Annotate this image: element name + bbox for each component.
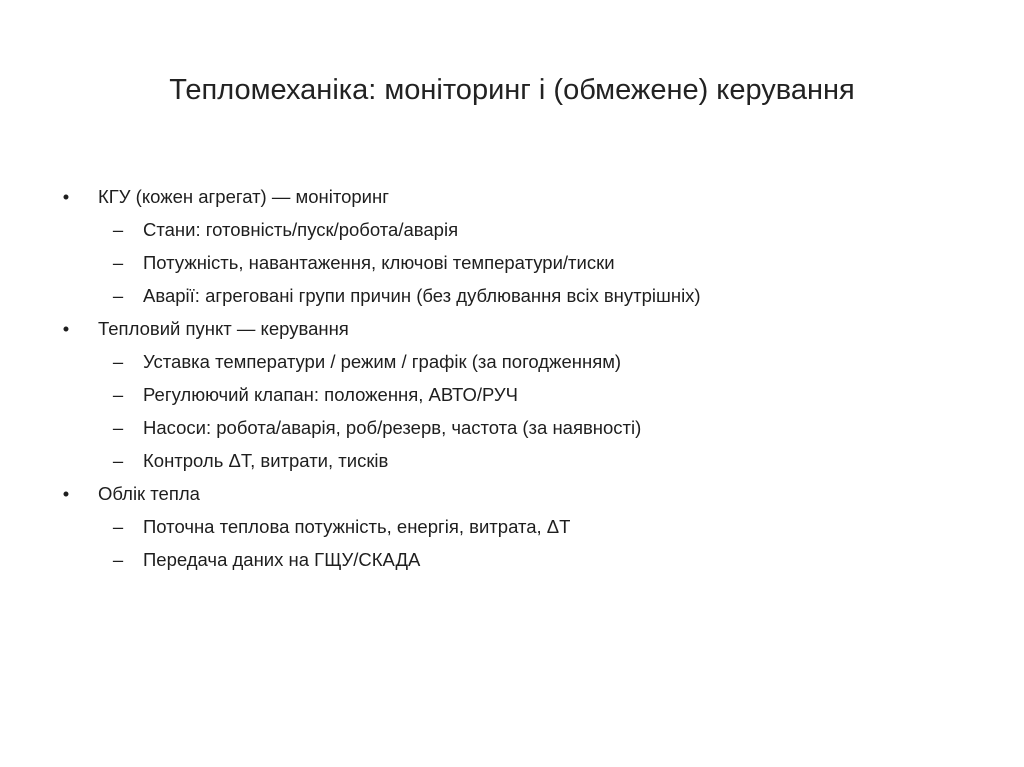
bullet-text: Тепловий пункт — керування bbox=[98, 318, 349, 339]
sub-bullet-marker: – bbox=[112, 516, 124, 537]
sub-bullet-text: Передача даних на ГЩУ/СКАДА bbox=[143, 549, 421, 570]
sub-bullet-marker: – bbox=[112, 450, 124, 471]
slide-title: Тепломеханіка: моніторинг і (обмежене) керування bbox=[169, 74, 855, 106]
bullet-text: Облік тепла bbox=[98, 483, 200, 504]
sub-bullet-text: Насоси: робота/аварія, роб/резерв, частота (за наявності) bbox=[143, 417, 642, 438]
sub-bullet-text: Уставка температури / режим / графік (за погодженням) bbox=[143, 351, 622, 372]
sub-bullet-text: Аварії: агреговані групи причин (без дублювання всіх внутрішніх) bbox=[143, 285, 701, 306]
sub-bullet-text: Контроль ΔT, витрати, тисків bbox=[143, 450, 389, 471]
sub-bullet-text: Стани: готовність/пуск/робота/аварія bbox=[143, 219, 459, 240]
bullet-marker: • bbox=[62, 318, 70, 339]
bullet-marker: • bbox=[62, 483, 70, 504]
sub-bullet-marker: – bbox=[112, 384, 124, 405]
sub-bullet-marker: – bbox=[112, 549, 124, 570]
sub-bullet-text: Потужність, навантаження, ключові температури/тиски bbox=[143, 252, 615, 273]
sub-bullet-marker: – bbox=[112, 252, 124, 273]
sub-bullet-marker: – bbox=[112, 285, 124, 306]
sub-bullet-marker: – bbox=[112, 417, 124, 438]
sub-bullet-marker: – bbox=[112, 219, 124, 240]
bullet-marker: • bbox=[62, 186, 70, 207]
bullet-text: КГУ (кожен агрегат) — моніторинг bbox=[98, 186, 389, 207]
sub-bullet-text: Регулюючий клапан: положення, АВТО/РУЧ bbox=[143, 384, 519, 405]
sub-bullet-marker: – bbox=[112, 351, 124, 372]
sub-bullet-text: Поточна теплова потужність, енергія, витрата, ΔT bbox=[143, 516, 571, 537]
